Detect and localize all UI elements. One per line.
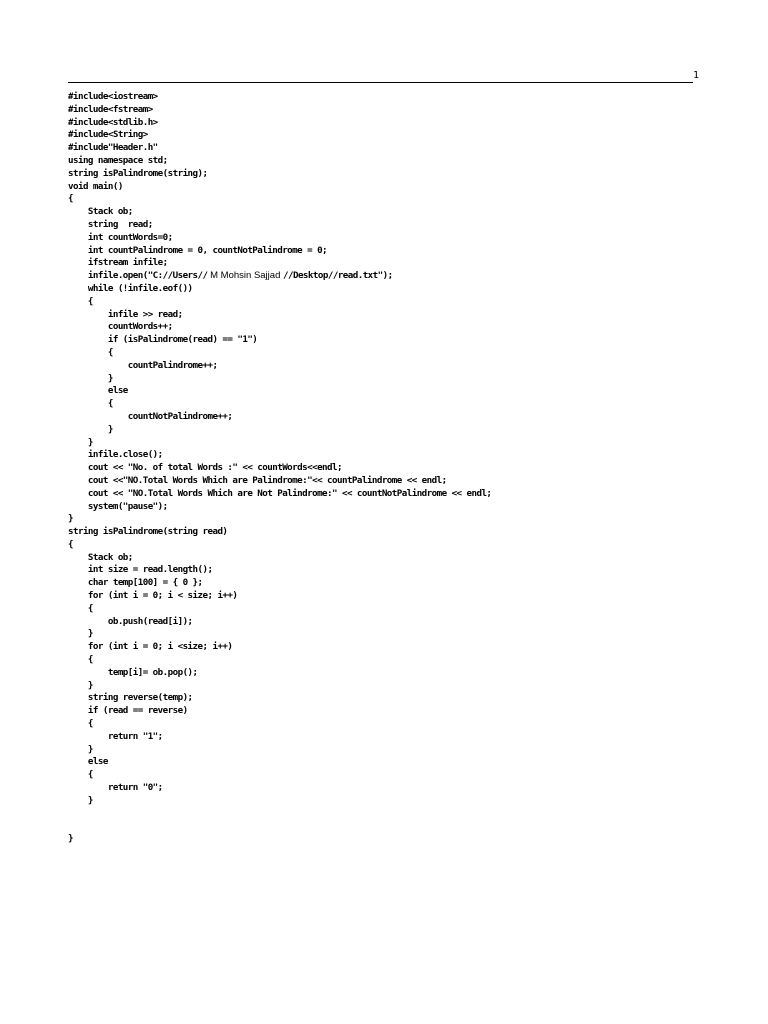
code-segment: //Desktop//read.txt"); [283,270,393,282]
code-line [68,808,728,834]
code-line: int size = read.length(); [68,564,213,576]
code-line: #include<iostream> [68,91,158,102]
code-line: if (read == reverse) [68,705,188,717]
code-line: string read; [68,218,153,230]
code-line: } [68,833,73,845]
code-line: } [68,372,113,384]
code-line: { [68,718,93,730]
code-line: return "0"; [68,782,163,794]
code-line: cout << "NO.Total Words Which are Not Palindrome:" << countNotPalindrome << endl; [68,487,492,499]
code-line: } [68,628,93,640]
code-line: if (isPalindrome(read) == "1") [68,334,258,346]
code-line: system("pause"); [68,500,168,512]
code-line: ifstream infile; [68,257,168,269]
code-line: else [68,385,128,397]
code-line: int countWords=0; [68,231,173,243]
code-line: { [68,346,113,358]
code-line: #include"Header.h" [68,142,158,154]
code-line: else [68,756,108,768]
code-line: } [68,513,73,525]
code-line: int countPalindrome = 0, countNotPalindrome = 0; [68,244,328,256]
code-line: } [68,679,93,691]
code-line: infile >> read; [68,308,183,320]
code-line: cout << "No. of total Words :" << countWords<<endl; [68,462,342,474]
code-line: char temp[100] = { 0 }; [68,577,203,589]
code-line: Stack ob; [68,551,133,563]
code-line: countNotPalindrome++; [68,410,233,422]
code-line: infile.close(); [68,449,163,461]
code-line: #include<fstream> [68,103,153,115]
code-line: countWords++; [68,321,173,333]
code-line: string reverse(temp); [68,692,193,704]
code-line: using namespace std; [68,154,168,166]
code-line: ob.push(read[i]); [68,615,193,627]
code-line: temp[i]= ob.pop(); [68,666,198,678]
code-line: } [68,436,93,448]
code-line: while (!infile.eof()) [68,282,193,294]
code-line: countPalindrome++; [68,359,218,371]
code-line: #include<String> [68,129,148,141]
code-line: cout <<"NO.Total Words Which are Palindrome:"<< countPalindrome << endl; [68,474,447,486]
code-line: string isPalindrome(string read) [68,526,228,538]
code-line: return "1"; [68,730,163,742]
code-line: { [68,654,93,666]
code-line: for (int i = 0; i <size; i++) [68,641,233,653]
code-line: } [68,743,93,755]
header-rule [68,82,693,83]
code-line: void main() [68,180,123,192]
code-line: } [68,423,113,435]
code-line: string isPalindrome(string); [68,167,208,179]
code-segment-username: M Mohsin Sajjad [207,270,283,282]
code-line: { [68,538,73,550]
code-listing [68,91,728,846]
code-line: for (int i = 0; i < size; i++) [68,590,238,602]
code-line: { [68,193,73,205]
code-line [68,270,728,283]
code-line: #include<stdlib.h> [68,116,158,128]
code-segment: infile.open("C://Users// [68,270,208,282]
code-line: { [68,398,113,410]
code-line: { [68,295,93,307]
code-line: { [68,769,93,781]
page-number: 1 [693,70,700,81]
code-line: { [68,602,93,614]
code-line: } [68,794,93,806]
code-line: Stack ob; [68,206,133,218]
